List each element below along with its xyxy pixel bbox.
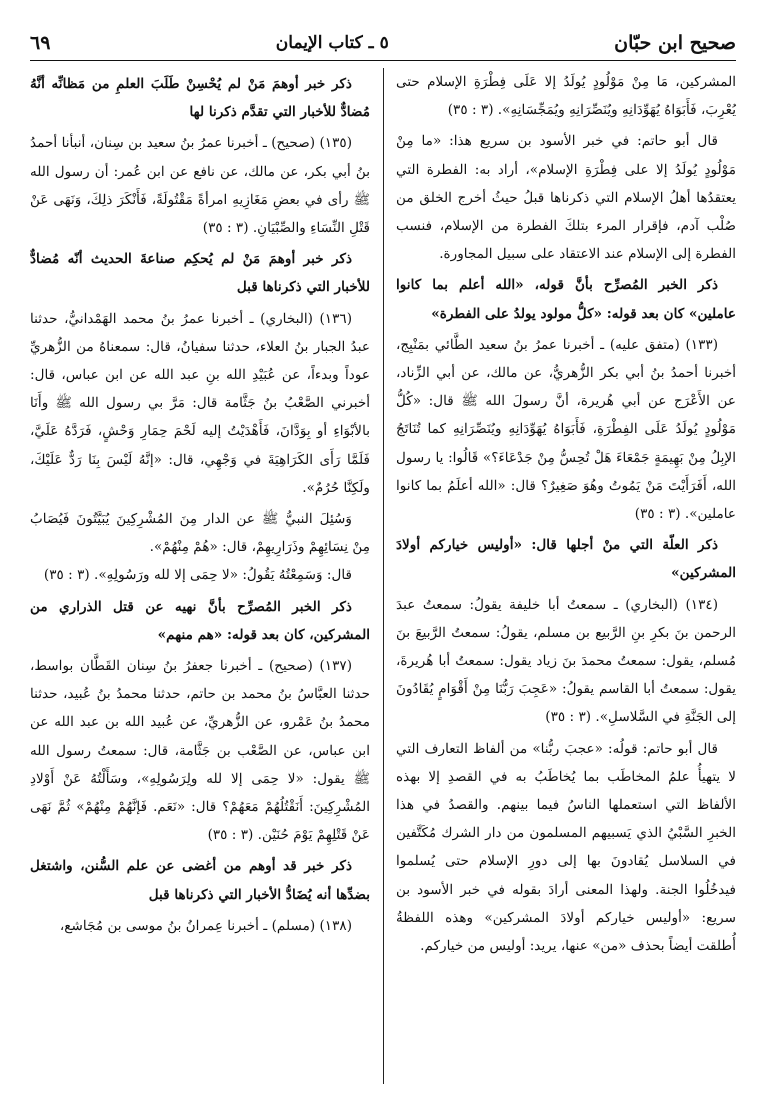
header-rule: [30, 60, 736, 61]
chapter-title: ٥ ـ كتاب الإيمان: [275, 33, 389, 53]
paragraph: المشركين، مَا مِنْ مَوْلُودٍ يُولَدُ إلا عَلَى فِطْرَةِ الإسلام حتى يُعْرِبَ، فَأَبَوَاهُ يُهَوِّدَانِهِ ويُنَصِّرَانِهِ ويُمَجِّسَانِهِ». (٣ : ٣٥): [396, 74, 736, 119]
hadith-paragraph: (١٣٤) (البخاري) ـ سمعتُ أبا خليفة يقولُ: سمعتُ عبدَ الرحمن بنَ بكرِ بنِ الرَّبيع بن مسلم، يقولُ: سمعتُ الرَّبيعَ بنَ مُسلم، يقول: سمعتُ محمدَ بنَ زياد يقول: سمعتُ أبا هُريرةَ، يقول: سمعتُ أبا القاسم يقولُ: «عَجِبَ رَبُّنَا مِنْ أَقْوَامٍ يُقَادُونَ إلى الجَنَّةِ في السَّلاسلِ». (٣ : ٣٥): [396, 596, 736, 726]
section-heading: ذكر خبر أوهمَ مَنْ لم يُحْسِنْ طَلَبَ العلمِ من مَظانِّه أنَّهُ مُضادٌّ للأخبار التي تقدَّم ذكرنا لها: [30, 76, 370, 121]
section-heading: ذكر الخبر المُصرِّح بأنَّ قوله، «الله أعلم بما كانوا عاملين» كان بعد قوله: «كلُّ مولود يولدُ على الفطرة»: [396, 277, 736, 322]
right-column: [396, 68, 736, 960]
commentary-paragraph: قال أبو حاتم: قولُه: «عجبَ ربُّنا» من ألفاظ التعارف التي لا يتهيأُ علمُ المخاطَب بما يُخاطَبُ به في القصدِ إلا بهذه الألفاظ التي استعملها الناسُ فيما بينهم. والقصدُ في هذا الخبرِ السَّبْيُ الذي يَسبيهم المسلمون من دار الشرك مُكَتَّفين في السلاسل يُقادونَ بها إلى دورِ الإسلام حتى يُسلموا فيدخُلُوا الجنة. ولهذا المعنى أرادَ بقوله في خبر الأسود بن سريع: «أوليس خياركم أولادَ المشركين» وهذه اللفظةُ أُطلقت أيضاً بحذف «من» عنها، يريد: أوليس من خياركم.: [396, 740, 736, 955]
page-number: ٦٩: [30, 32, 51, 54]
section-heading: ذكر العلّة التي منْ أجلها قال: «أوليس خياركم أولادَ المشركين»: [396, 537, 736, 582]
column-divider: [383, 68, 384, 1084]
page-header: [30, 28, 736, 58]
paragraph: قال: وَسَمِعْتُهُ يَقُولُ: «لا حِمَى إلا لله ورَسُولِهِ». (٣ : ٣٥): [43, 567, 352, 584]
book-title: صحيح ابن حبّان: [614, 32, 736, 54]
paragraph: قال أبو حاتم: في خبر الأسود بن سريع هذا: «ما مِنْ مَوْلُودٍ يُولَدُ إلا على فِطْرَةِ الإسلام»، أراد به: الفطرة التي يعتقدُها أهلُ الإسلام التي ذكرناها قبلُ حيثُ أخرج الخلق من صُلْب آدم، فإقرار المرء بتلكَ الفطرة من الإسلام، فنسب الفطرة إلى الإسلام عند الاعتقاد على سبيل المجاورة.: [396, 133, 736, 263]
paragraph: وَسُئِلَ النبيُّ ﷺ عن الدار مِنَ المُشْرِكِينَ يُبَيَّتُونَ فَيُصَابُ مِنْ نِسَائِهِمْ وذَرَارِيهِمْ، قال: «هُمْ مِنْهُمْ».: [30, 511, 370, 556]
hadith-paragraph: (١٣٨) (مسلم) ـ أخبرنا عِمرانُ بنُ موسى بن مُجَاشع،: [59, 917, 352, 934]
hadith-paragraph: (١٣٦) (البخاري) ـ أخبرنا عمرُ بنُ محمد الهَمْدانيُّ، حدثنا عبدُ الجبار بنُ العلاء، حدثنا سفيانُ، قال: سمعناهُ من الزُّهريِّ عوداً وبدءاً، عن عُبَيْدِ الله بنِ عبد الله عن ابن عباس، قال: أخبرني الصَّعْبُ بنُ جَثَّامة قال: مَرَّ بي رسول الله ﷺ وأَنَا بالأبْوَاءِ أو بِوَدَّانَ، فَأَهْدَيْتُ إليه لَحْمَ حِمَارِ وَحْشٍ، فَرَدَّهُ عَلَيَّ، فَلَمَّا رَأَى الكَرَاهِيَةَ في وَجْهِي، قال: «إنَّهُ لَيْسَ بِنَا رَدٌّ عَلَيْكَ، ولَكِنَّا حُرُمٌ».: [30, 310, 370, 496]
section-heading: ذكر الخبر المُصرِّح بأنَّ نهيه عن قتل الذراري من المشركين، كان بعد قوله: «هم منهم»: [30, 598, 370, 643]
section-heading: ذكر خبر قد أوهم من أغضى عن علم السُّنن، واشتغل بضدِّها أنه يُضَادُّ الأخبار التي ذكرناها قبل: [30, 858, 370, 903]
section-heading: ذكر خبر أوهمَ مَنْ لم يُحكِم صناعةَ الحديث أنّه مُضادٌّ للأخبار التي ذكرناها قبل: [30, 251, 370, 296]
hadith-paragraph: (١٣٥) (صحيح) ـ أخبرنا عمرُ بنُ سعيد بن سِنان، أنبأنا أحمدُ بنُ أبي بكر، عن مالك، عن نافع عن ابن عُمر: أن رسول الله ﷺ رأى في بعضِ مَغَازِيهِ امرأةً مَقْتُولَةً، فَأَنْكَرَ ذلِكَ، وَنَهَى عَنْ قَتْلِ النِّسَاءِ والصِّبْيَانِ. (٣ : ٣٥): [30, 135, 370, 237]
hadith-paragraph: (١٣٣) (متفق عليه) ـ أخبرنا عمرُ بنُ سعيد الطَّائي بمَنْبِج، أخبرنا أحمدُ بنُ أبي بكر الزُّهريُّ، عن مالك، عن أبي الزِّناد، عن الأَعْرَج عن أبي هُريرة، أنَّ رسولَ الله ﷺ قال: «كُلُّ مَوْلُودٍ يُولَدُ عَلَى الفِطْرَةِ، فَأَبَوَاهُ يُهَوِّدَانِهِ ويُنَصِّرَانِهِ كما تُنَاتَجُ الإبِلُ مِنْ بَهِيمَةٍ جَمْعَاءَ هَلْ تُحِسُّ مِنْ جَدْعَاءَ؟» قَالُوا: يا رسول الله، أَفَرَأَيْتَ مَنْ يَمُوتُ وهُوَ صَغِيرٌ؟ قال: «الله أعلَمُ بما كانوا عاملين». (٣ : ٣٥): [396, 336, 736, 523]
left-column: [30, 70, 370, 940]
hadith-paragraph: (١٣٧) (صحيح) ـ أخبرنا جعفرُ بنُ سِنان القَطَّان بواسط، حدثنا العبَّاسُ بنُ محمد بن حاتم، حدثنا محمدُ بنُ عُبيد، حدثنا محمدُ بنُ عَمْرو، عن الزُّهريِّ، عن عُبيد الله بن عبد الله عن ابن عباس، عن الصَّعْب بن جَثَّامة، قال: سمعتُ رسول الله ﷺ يقول: «لا حِمَى إلا لله ولِرَسُولِهِ»، وسَأَلْتُهُ عَنْ أَوْلادِ المُشْرِكِينَ: أَنَقْتُلُهُمْ مَعَهُمْ؟ قال: «نَعَم. فَإنَّهُمْ مِنْهُمْ» ثُمَّ نَهَى عَنْ قَتْلِهِمْ يَوْمَ حُنَيْن. (٣ : ٣٥): [30, 658, 370, 844]
